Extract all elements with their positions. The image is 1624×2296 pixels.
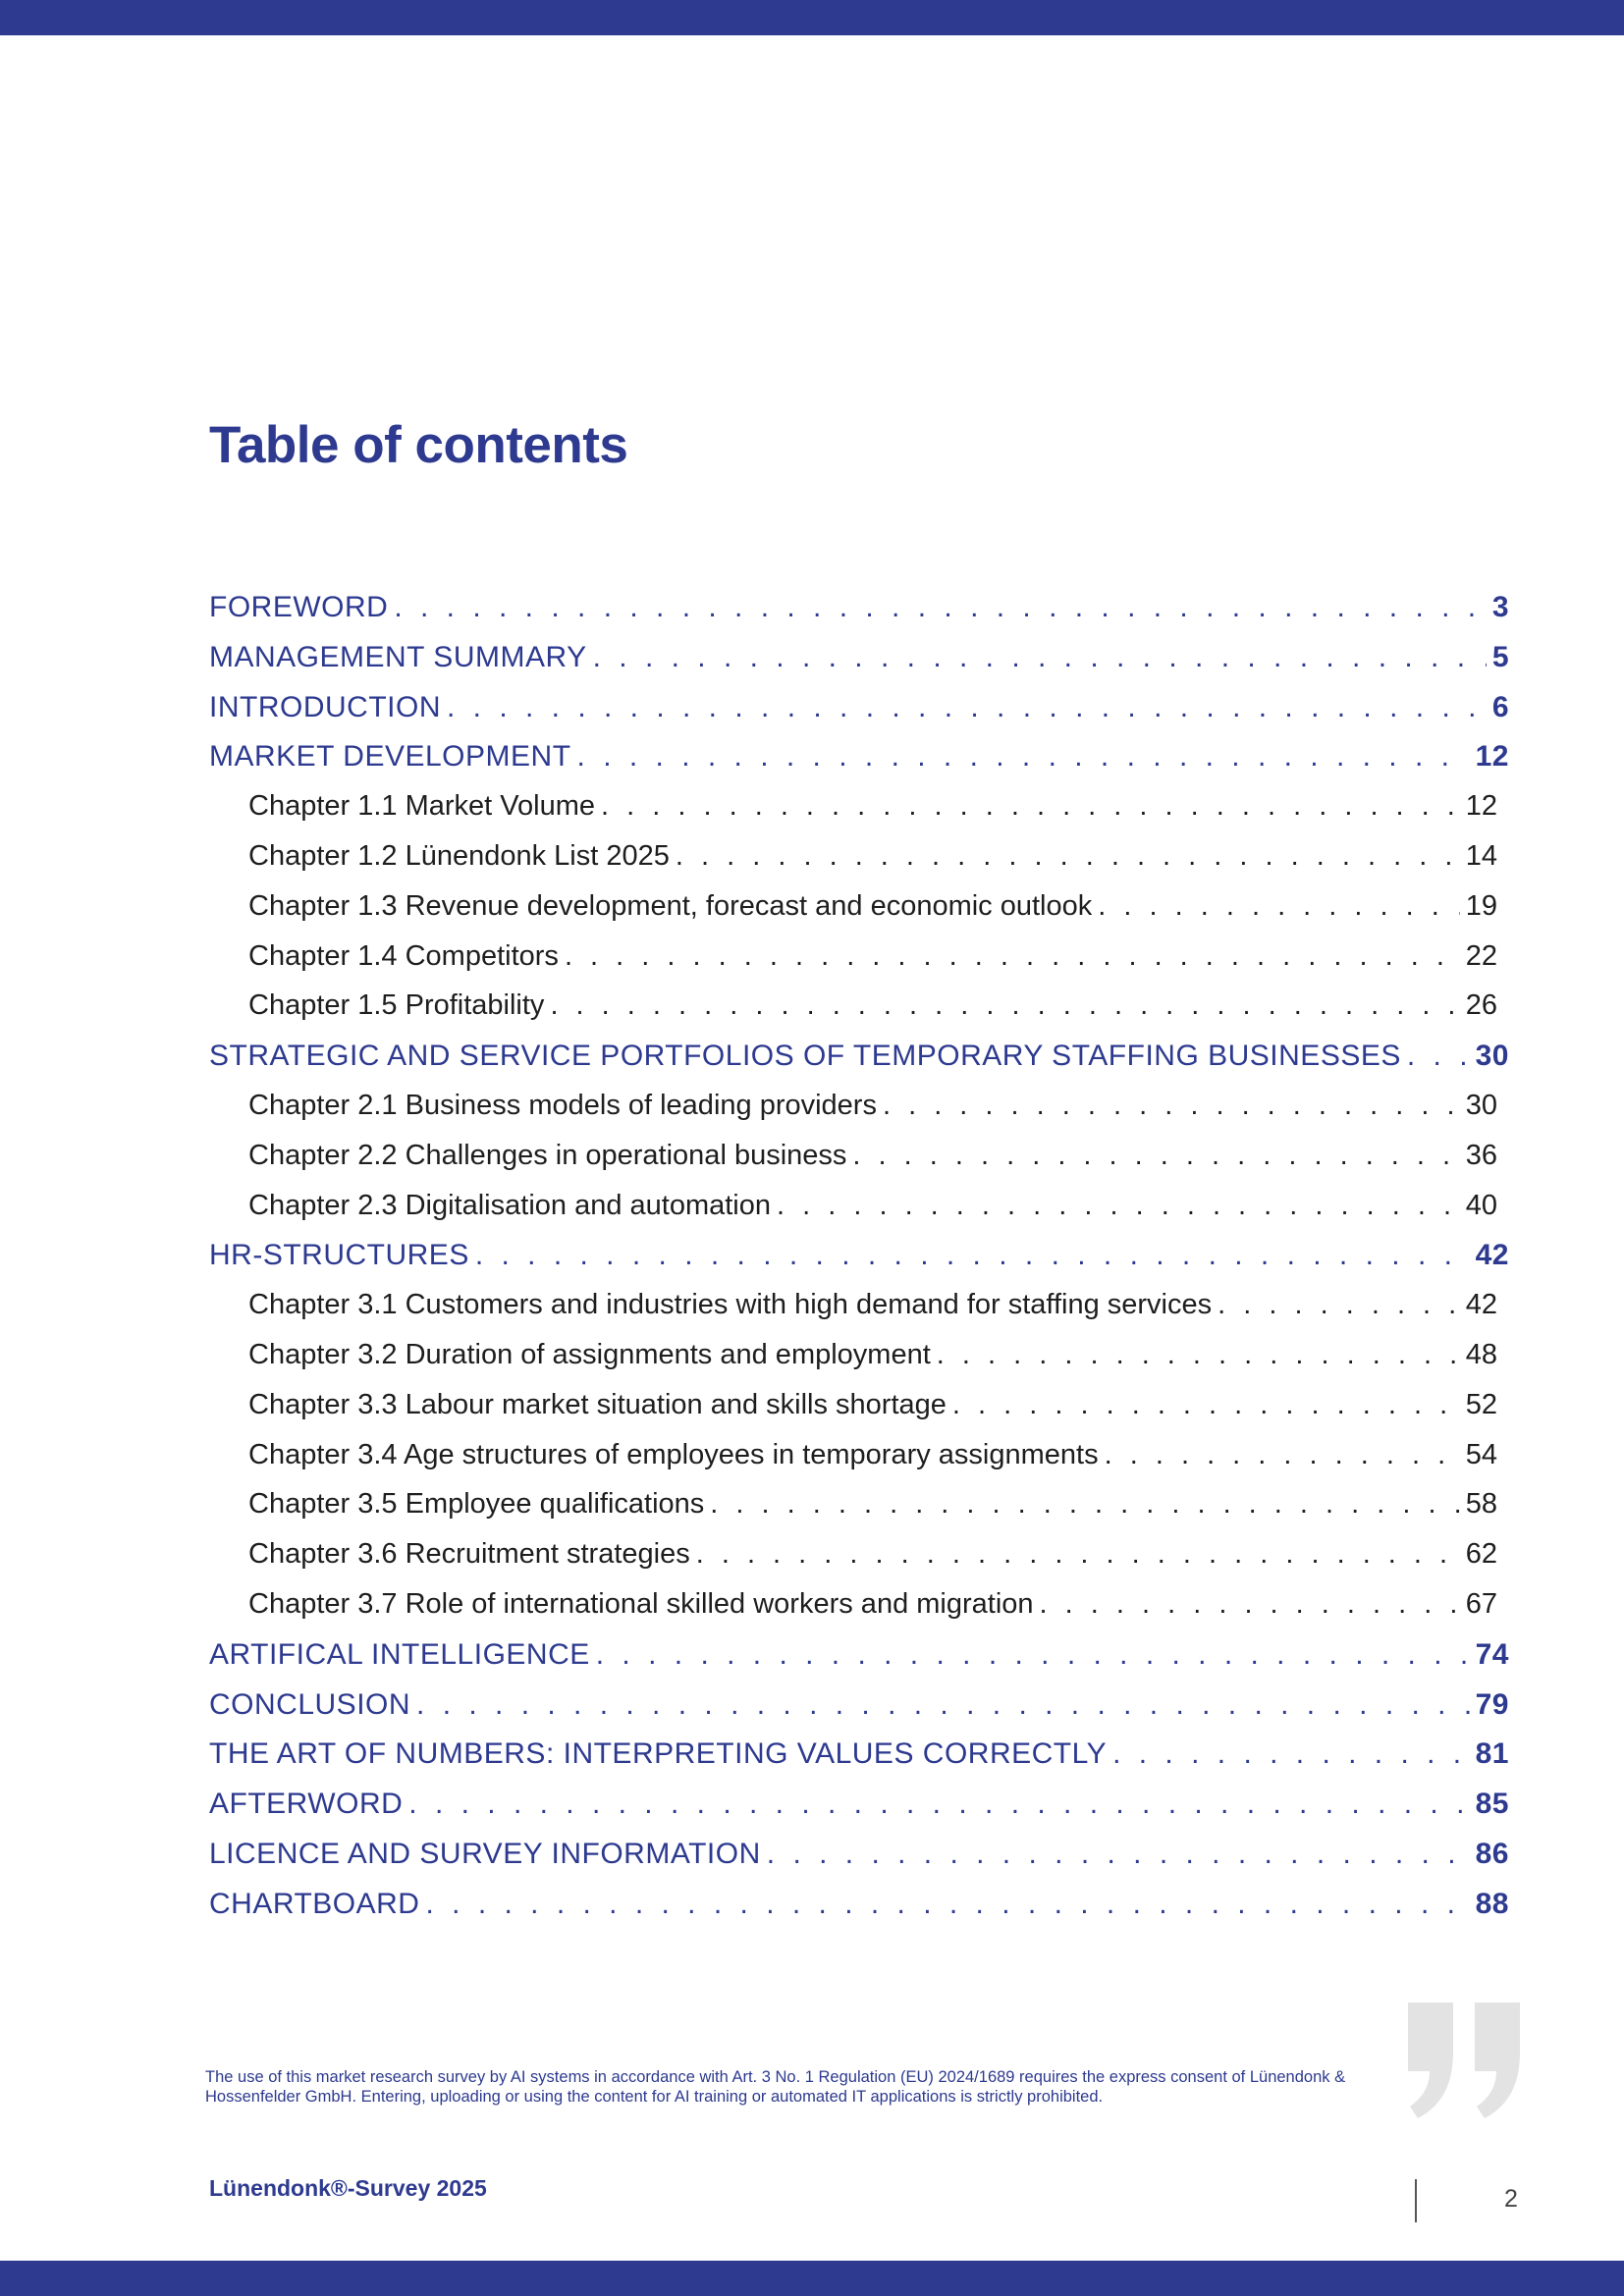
toc-entry-label: MANAGEMENT SUMMARY [209, 640, 587, 673]
page-title: Table of contents [209, 416, 628, 474]
toc-entry-chapter-1-2[interactable] [209, 840, 1509, 890]
toc-entry-chapter-1-4[interactable] [209, 940, 1509, 990]
toc-entry-page: 88 [1475, 1887, 1509, 1920]
toc-entry-label: STRATEGIC AND SERVICE PORTFOLIOS OF TEMPORARY STAFFING BUSINESSES [209, 1040, 1401, 1073]
dot-leader [767, 1838, 1470, 1871]
top-accent-bar [0, 0, 1624, 35]
dot-leader [883, 1090, 1460, 1122]
toc-entry-chapter-3-5[interactable] [209, 1488, 1509, 1538]
toc-entry-foreword[interactable] [209, 591, 1509, 641]
toc-entry-chapter-3-4[interactable] [209, 1439, 1509, 1489]
toc-entry-chapter-2-1[interactable] [209, 1090, 1509, 1140]
toc-entry-afterword[interactable] [209, 1788, 1509, 1838]
toc-entry-page: 30 [1475, 1040, 1509, 1073]
toc-entry-label: Chapter 3.6 Recruitment strategies [248, 1538, 690, 1571]
closing-quote-icon [1406, 2002, 1524, 2125]
toc-entry-page: 6 [1491, 690, 1509, 723]
toc-entry-label: FOREWORD [209, 591, 389, 623]
dot-leader [475, 1239, 1470, 1272]
toc-entry-label: Chapter 1.2 Lünendonk List 2025 [248, 839, 670, 872]
toc-entry-page: 42 [1475, 1239, 1509, 1272]
toc-entry-page: 54 [1465, 1438, 1497, 1470]
toc-entry-label: LICENCE AND SURVEY INFORMATION [209, 1837, 761, 1870]
dot-leader [394, 591, 1486, 624]
page-number: 2 [1504, 2185, 1518, 2213]
toc-entry-chapter-2-3[interactable] [209, 1190, 1509, 1240]
toc-entry-page: 14 [1465, 839, 1497, 872]
toc-entry-label: Chapter 3.4 Age structures of employees in temporary assignments [248, 1438, 1099, 1470]
table-of-contents [209, 591, 1509, 1938]
dot-leader [852, 1140, 1459, 1172]
footer-divider [1415, 2179, 1417, 2222]
dot-leader [596, 1638, 1470, 1672]
toc-entry-label: Chapter 3.1 Customers and industries with high demand for staffing services [248, 1289, 1213, 1321]
toc-entry-licence[interactable] [209, 1838, 1509, 1888]
toc-entry-page: 26 [1465, 989, 1497, 1022]
dot-leader [550, 989, 1459, 1022]
footer-brand: Lünendonk®-Survey 2025 [209, 2175, 487, 2201]
dot-leader [1098, 890, 1459, 923]
toc-entry-page: 52 [1465, 1388, 1497, 1420]
dot-leader [937, 1339, 1460, 1371]
bottom-accent-bar [0, 2261, 1624, 2296]
toc-entry-page: 19 [1465, 889, 1497, 922]
toc-entry-conclusion[interactable] [209, 1688, 1509, 1738]
toc-entry-chapter-1-1[interactable] [209, 790, 1509, 840]
dot-leader [1105, 1439, 1460, 1471]
toc-entry-chapter-3-3[interactable] [209, 1389, 1509, 1439]
toc-entry-page: 85 [1475, 1788, 1509, 1821]
toc-entry-page: 5 [1491, 640, 1509, 673]
toc-entry-artificial-intelligence[interactable] [209, 1638, 1509, 1688]
dot-leader [1040, 1588, 1460, 1621]
toc-entry-label: Chapter 1.1 Market Volume [248, 790, 596, 823]
toc-entry-label: Chapter 3.3 Labour market situation and skills shortage [248, 1388, 947, 1420]
toc-entry-page: 22 [1465, 939, 1497, 972]
dot-leader [577, 740, 1470, 774]
toc-entry-chapter-2-2[interactable] [209, 1140, 1509, 1190]
toc-entry-label: THE ART OF NUMBERS: INTERPRETING VALUES CORRECTLY [209, 1737, 1108, 1771]
toc-entry-page: 81 [1475, 1737, 1509, 1771]
dot-leader [710, 1488, 1459, 1521]
toc-entry-page: 3 [1491, 591, 1509, 623]
toc-entry-page: 67 [1465, 1587, 1497, 1620]
dot-leader [416, 1688, 1470, 1722]
toc-entry-label: Chapter 2.2 Challenges in operational business [248, 1139, 847, 1171]
toc-entry-chapter-3-1[interactable] [209, 1289, 1509, 1339]
toc-entry-chapter-3-7[interactable] [209, 1588, 1509, 1638]
toc-entry-label: Chapter 2.1 Business models of leading providers [248, 1089, 877, 1121]
dot-leader [447, 691, 1487, 724]
dot-leader [952, 1389, 1460, 1421]
toc-entry-chapter-1-3[interactable] [209, 890, 1509, 940]
toc-entry-page: 86 [1475, 1837, 1509, 1870]
toc-entry-chartboard[interactable] [209, 1888, 1509, 1938]
toc-entry-art-of-numbers[interactable] [209, 1737, 1509, 1788]
toc-entry-chapter-1-5[interactable] [209, 989, 1509, 1040]
toc-entry-page: 36 [1465, 1139, 1497, 1171]
dot-leader [1112, 1737, 1470, 1771]
toc-entry-page: 40 [1465, 1189, 1497, 1221]
toc-entry-label: Chapter 2.3 Digitalisation and automation [248, 1189, 771, 1221]
toc-entry-label: Chapter 1.4 Competitors [248, 939, 559, 972]
toc-entry-label: Chapter 3.7 Role of international skilled workers and migration [248, 1587, 1034, 1620]
toc-entry-page: 79 [1475, 1687, 1509, 1721]
dot-leader [601, 790, 1460, 823]
toc-entry-management-summary[interactable] [209, 641, 1509, 691]
dot-leader [408, 1788, 1469, 1821]
dot-leader [696, 1538, 1460, 1571]
dot-leader [777, 1190, 1460, 1222]
dot-leader [593, 641, 1487, 674]
toc-entry-chapter-3-6[interactable] [209, 1538, 1509, 1588]
ai-usage-disclaimer: The use of this market research survey by AI systems in accordance with Art. 3 No. 1 Regulation (EU) 2024/1689 requires the express consent of Lünendonk & Hossenfelder GmbH. Entering, uploading or using the content for AI training or automated IT applications is strictly prohibited. [205, 2068, 1346, 2106]
toc-entry-page: 42 [1465, 1289, 1497, 1321]
toc-entry-label: CONCLUSION [209, 1687, 411, 1721]
toc-entry-chapter-3-2[interactable] [209, 1339, 1509, 1389]
toc-entry-label: Chapter 1.5 Profitability [248, 989, 545, 1022]
toc-entry-label: Chapter 1.3 Revenue development, forecast and economic outlook [248, 889, 1093, 922]
toc-entry-hr-structures[interactable] [209, 1239, 1509, 1289]
toc-entry-page: 62 [1465, 1538, 1497, 1571]
toc-entry-label: ARTIFICAL INTELLIGENCE [209, 1637, 590, 1671]
toc-entry-label: HR-STRUCTURES [209, 1239, 469, 1272]
dot-leader [565, 940, 1460, 973]
dot-leader [676, 840, 1460, 873]
toc-entry-label: INTRODUCTION [209, 690, 441, 723]
toc-entry-label: Chapter 3.5 Employee qualifications [248, 1488, 705, 1521]
toc-entry-label: MARKET DEVELOPMENT [209, 740, 571, 774]
dot-leader [1218, 1289, 1460, 1321]
toc-entry-page: 58 [1465, 1488, 1497, 1521]
toc-entry-page: 30 [1465, 1089, 1497, 1121]
toc-entry-label: AFTERWORD [209, 1788, 404, 1821]
dot-leader [1407, 1040, 1470, 1073]
toc-entry-page: 12 [1465, 790, 1497, 823]
toc-entry-label: CHARTBOARD [209, 1887, 420, 1920]
toc-entry-introduction[interactable] [209, 691, 1509, 741]
toc-entry-market-development[interactable] [209, 740, 1509, 790]
dot-leader [425, 1888, 1469, 1921]
toc-entry-strategic-portfolios[interactable] [209, 1040, 1509, 1090]
toc-entry-page: 74 [1475, 1637, 1509, 1671]
toc-entry-label: Chapter 3.2 Duration of assignments and employment [248, 1338, 931, 1370]
toc-entry-page: 48 [1465, 1338, 1497, 1370]
toc-entry-page: 12 [1475, 740, 1509, 774]
